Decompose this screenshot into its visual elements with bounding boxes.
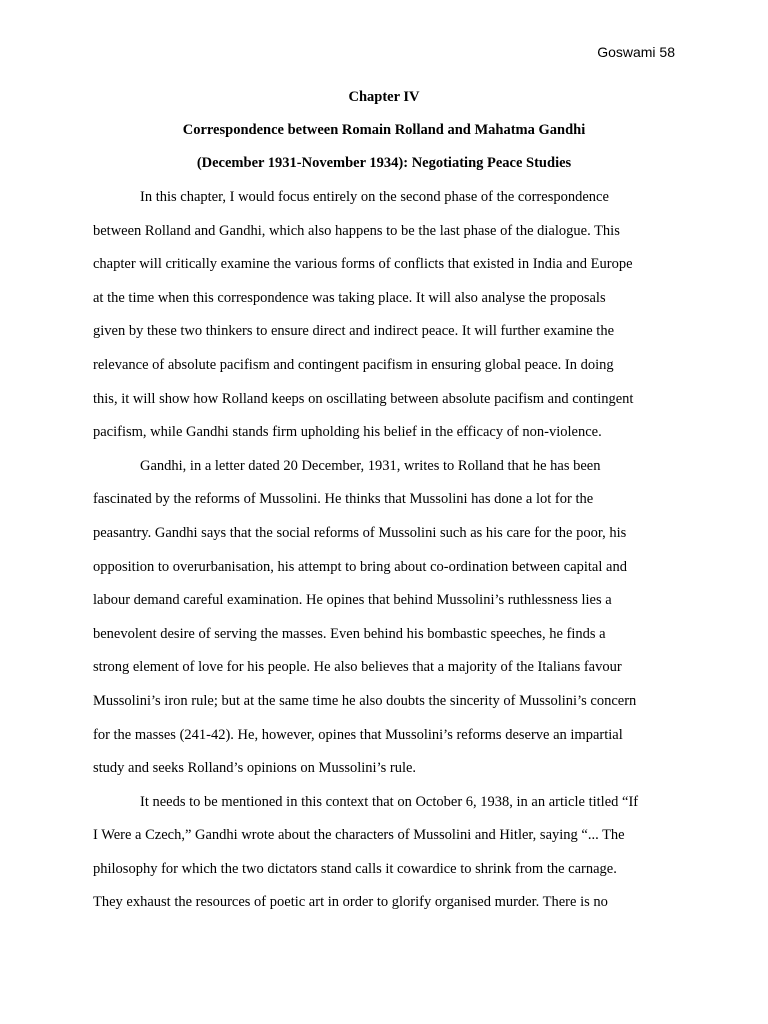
body-text-line: between Rolland and Gandhi, which also happens to be the last phase of the dialogue. This (93, 223, 620, 239)
body-text-line: fascinated by the reforms of Mussolini. He thinks that Mussolini has done a lot for the (93, 491, 594, 507)
running-head: Goswami 58 (597, 44, 675, 60)
body-text-line: They exhaust the resources of poetic art in order to glorify organised murder. There is no (93, 894, 608, 910)
body-text-line: relevance of absolute pacifism and contingent pacifism in ensuring global peace. In doing (93, 357, 614, 373)
body-text-line: benevolent desire of serving the masses. Even behind his bombastic speeches, he finds a (93, 626, 606, 642)
body-text-line: study and seeks Rolland’s opinions on Mussolini’s rule. (93, 760, 417, 776)
body-text-line: chapter will critically examine the various forms of conflicts that existed in India and Europe (93, 256, 633, 272)
body-text-line: labour demand careful examination. He opines that behind Mussolini’s ruthlessness lies a (93, 592, 612, 608)
body-text-line: strong element of love for his people. He also believes that a majority of the Italians favour (93, 659, 622, 675)
body-text-line: It needs to be mentioned in this context that on October 6, 1938, in an article titled “If (140, 794, 639, 810)
chapter-title-line-1: Correspondence between Romain Rolland and Mahatma Gandhi (182, 122, 586, 138)
body-text-line: opposition to overurbanisation, his attempt to bring about co-ordination between capital and (93, 559, 627, 575)
body-text-line: this, it will show how Rolland keeps on oscillating between absolute pacifism and contingent (93, 391, 634, 407)
body-text-line: Mussolini’s iron rule; but at the same time he also doubts the sincerity of Mussolini’s concern (93, 693, 637, 709)
chapter-title-line-2: (December 1931-November 1934): Negotiating Peace Studies (196, 155, 572, 171)
body-text-line: pacifism, while Gandhi stands firm upholding his belief in the efficacy of non-violence. (93, 424, 602, 440)
body-text-line: philosophy for which the two dictators stand calls it cowardice to shrink from the carnage. (93, 861, 617, 877)
body-text-line: at the time when this correspondence was taking place. It will also analyse the proposals (93, 290, 606, 306)
body-text-line: I Were a Czech,” Gandhi wrote about the characters of Mussolini and Hitler, saying “... The (93, 827, 625, 843)
body-text-line: given by these two thinkers to ensure direct and indirect peace. It will further examine the (93, 323, 615, 339)
body-text-line: peasantry. Gandhi says that the social reforms of Mussolini such as his care for the poor, his (93, 525, 627, 541)
body-text-line: Gandhi, in a letter dated 20 December, 1931, writes to Rolland that he has been (140, 458, 601, 474)
body-text-line: for the masses (241-42). He, however, opines that Mussolini’s reforms deserve an impartial (93, 727, 623, 743)
chapter-heading: Chapter IV (348, 89, 420, 105)
body-text-line: In this chapter, I would focus entirely on the second phase of the correspondence (140, 189, 609, 205)
